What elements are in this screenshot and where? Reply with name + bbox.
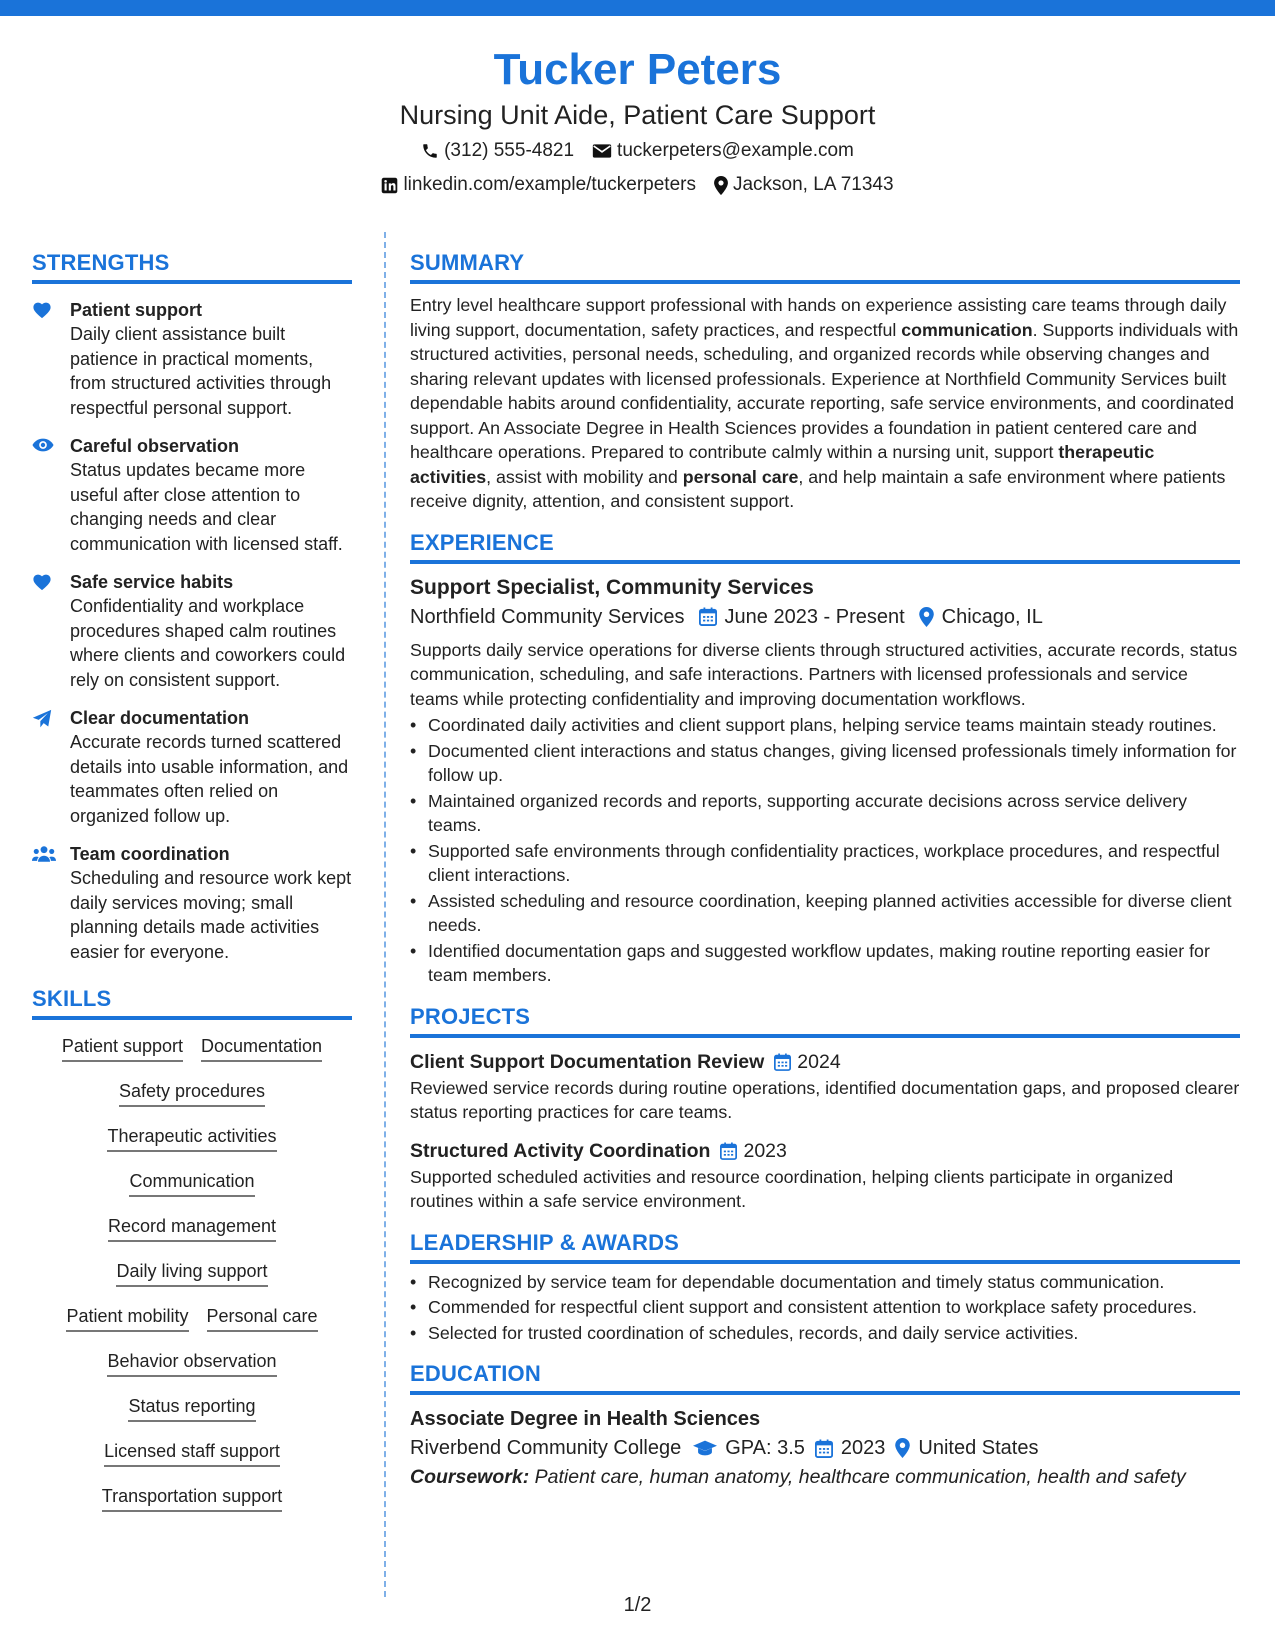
list-item: • Documented client interactions and status changes, giving licensed professionals timely information for follow up.	[410, 739, 1240, 788]
location-contact	[714, 170, 894, 200]
gpa: GPA: 3.5	[725, 1437, 805, 1459]
column-divider	[384, 232, 386, 1597]
education-heading: EDUCATION	[410, 1359, 1240, 1395]
strength-item	[32, 842, 352, 964]
leadership-bullets	[410, 1270, 1240, 1346]
job-description: Supports daily service operations for diverse clients through structured activities, accurate records, status communication, scheduling, and safe interactions. Partners with licensed professionals and service teams while protecting confidentiality and improving documentation workflows.	[410, 639, 1238, 709]
skill-tag: Personal care	[207, 1304, 318, 1332]
strength-item	[32, 706, 352, 828]
skill-tag: Record management	[108, 1214, 276, 1242]
job-dates: June 2023 - Present	[724, 605, 905, 628]
strength-title: Team coordination	[70, 844, 230, 864]
project-description: Supported scheduled activities and resource coordination, helping clients participate in organized routines within a safe service environment.	[410, 1166, 1174, 1211]
job-title: Support Specialist, Community Services	[410, 575, 814, 599]
graduation-year: 2023	[840, 1437, 886, 1459]
graduation-cap-icon	[693, 1439, 717, 1457]
eye-icon	[32, 437, 54, 453]
strength-item	[32, 570, 352, 692]
job-meta	[410, 602, 1240, 632]
email-address: tuckerpeters@example.com	[617, 140, 854, 161]
project-year: 2024	[797, 1050, 841, 1073]
job-location: Chicago, IL	[941, 605, 1043, 628]
users-icon	[32, 845, 56, 863]
calendar-icon	[720, 1142, 737, 1160]
experience-heading: EXPERIENCE	[410, 528, 1240, 564]
resume-header	[0, 42, 1275, 200]
list-item: • Selected for trusted coordination of schedules, records, and daily service activities.	[410, 1321, 1240, 1346]
skill-tag: Communication	[129, 1169, 254, 1197]
strength-title: Clear documentation	[70, 708, 250, 728]
summary-heading: SUMMARY	[410, 248, 1240, 284]
map-pin-icon	[919, 607, 934, 627]
skill-tag: Daily living support	[116, 1259, 267, 1287]
linkedin-url: linkedin.com/example/tuckerpeters	[403, 174, 696, 195]
skill-tag: Patient support	[62, 1034, 183, 1062]
phone-icon	[421, 142, 439, 160]
strength-item	[32, 298, 352, 420]
strengths-heading: STRENGTHS	[32, 248, 352, 284]
contact-row-2	[0, 170, 1275, 200]
coursework: Coursework: Patient care, human anatomy, healthcare communication, health and safety	[410, 1466, 1186, 1488]
project-title: Structured Activity Coordination 2023	[410, 1137, 1240, 1165]
heart-icon	[32, 301, 52, 319]
email-contact[interactable]	[592, 136, 854, 166]
summary-text: Entry level healthcare support professional with hands on experience assisting care teams through daily living support, documentation, safety practices, and respectful communication. Supports individuals with structured activities, personal needs, scheduling, and organized records while observing changes and sharing relevant updates with licensed professionals. Experience at Northfield Community Services built dependable habits around confidentiality, accurate reporting, safe service environments, and coordinated support. An Associate Degree in Health Sciences provides a foundation in patient centered care and healthcare operations. Prepared to contribute calmly within a nursing unit, support therapeutic activities, assist with mobility and personal care, and help maintain a safe environment where patients receive dignity, attention, and consistent support.	[410, 295, 1239, 511]
leadership-heading: LEADERSHIP & AWARDS	[410, 1228, 1240, 1264]
candidate-name: Tucker Peters	[493, 45, 782, 94]
calendar-icon	[815, 1439, 833, 1458]
map-pin-icon	[895, 1438, 910, 1458]
list-item: • Recognized by service team for dependable documentation and timely status communication.	[410, 1270, 1240, 1295]
job-bullets	[410, 713, 1240, 988]
skill-tag: Patient mobility	[66, 1304, 188, 1332]
strength-item	[32, 434, 352, 556]
calendar-icon	[774, 1053, 791, 1071]
linkedin-icon	[381, 177, 398, 194]
heart-icon	[32, 573, 52, 591]
project-year: 2023	[743, 1139, 787, 1162]
list-item: • Identified documentation gaps and suggested workflow updates, making routine reporting easier for team members.	[410, 939, 1240, 988]
degree-title: Associate Degree in Health Sciences	[410, 1408, 761, 1430]
calendar-icon	[699, 607, 717, 626]
main-column	[410, 248, 1240, 1491]
sidebar	[32, 248, 352, 1512]
company-name: Northfield Community Services	[410, 605, 685, 628]
phone-number: (312) 555-4821	[444, 140, 575, 161]
list-item: • Assisted scheduling and resource coordination, keeping planned activities accessible for diverse client needs.	[410, 889, 1240, 938]
strength-text: Status updates became more useful after close attention to changing needs and clear communication with licensed staff.	[70, 460, 343, 554]
school-name: Riverbend Community College	[410, 1437, 682, 1459]
paper-plane-icon	[32, 709, 52, 729]
school-location: United States	[918, 1437, 1039, 1459]
map-pin-icon	[714, 176, 728, 195]
education-meta	[410, 1433, 1240, 1463]
skill-tag: Licensed staff support	[104, 1439, 280, 1467]
strength-title: Safe service habits	[70, 572, 234, 592]
phone-contact[interactable]	[421, 136, 574, 166]
list-item: • Supported safe environments through confidentiality practices, workplace procedures, and respectful client interactions.	[410, 839, 1240, 888]
location-text: Jackson, LA 71343	[732, 174, 894, 195]
contact-row-1	[0, 136, 1275, 166]
project-description: Reviewed service records during routine operations, identified documentation gaps, and proposed clearer status reporting practices for care teams.	[410, 1077, 1240, 1122]
strength-text: Confidentiality and workplace procedures shaped calm routines where clients and coworkers could rely on consistent support.	[70, 596, 346, 690]
strength-title: Patient support	[70, 300, 203, 320]
page-number: 1/2	[623, 1594, 652, 1616]
skill-tag: Behavior observation	[107, 1349, 276, 1377]
linkedin-contact[interactable]	[381, 170, 696, 200]
list-item: • Maintained organized records and reports, supporting accurate decisions across service delivery teams.	[410, 789, 1240, 838]
strength-text: Daily client assistance built patience in practical moments, from structured activities through respectful personal support.	[70, 324, 332, 418]
skill-tag: Documentation	[201, 1034, 322, 1062]
skill-tag: Status reporting	[128, 1394, 255, 1422]
skill-tag: Transportation support	[102, 1484, 282, 1512]
strength-title: Careful observation	[70, 436, 240, 456]
top-accent-bar	[0, 0, 1275, 16]
envelope-icon	[592, 143, 612, 159]
skill-tag: Safety procedures	[119, 1079, 265, 1107]
skills-list	[32, 1034, 352, 1512]
project-title: Client Support Documentation Review 2024	[410, 1048, 1240, 1076]
list-item: • Coordinated daily activities and client support plans, helping service teams maintain steady routines.	[410, 713, 1240, 738]
list-item: • Commended for respectful client support and consistent attention to workplace safety procedures.	[410, 1295, 1240, 1320]
skill-tag: Therapeutic activities	[107, 1124, 276, 1152]
projects-heading: PROJECTS	[410, 1002, 1240, 1038]
strength-text: Scheduling and resource work kept daily services moving; small planning details made activities easier for everyone.	[70, 868, 352, 962]
candidate-headline: Nursing Unit Aide, Patient Care Support	[399, 100, 876, 130]
skills-heading: SKILLS	[32, 984, 352, 1020]
strength-text: Accurate records turned scattered details into usable information, and teammates often relied on organized follow up.	[70, 732, 349, 826]
